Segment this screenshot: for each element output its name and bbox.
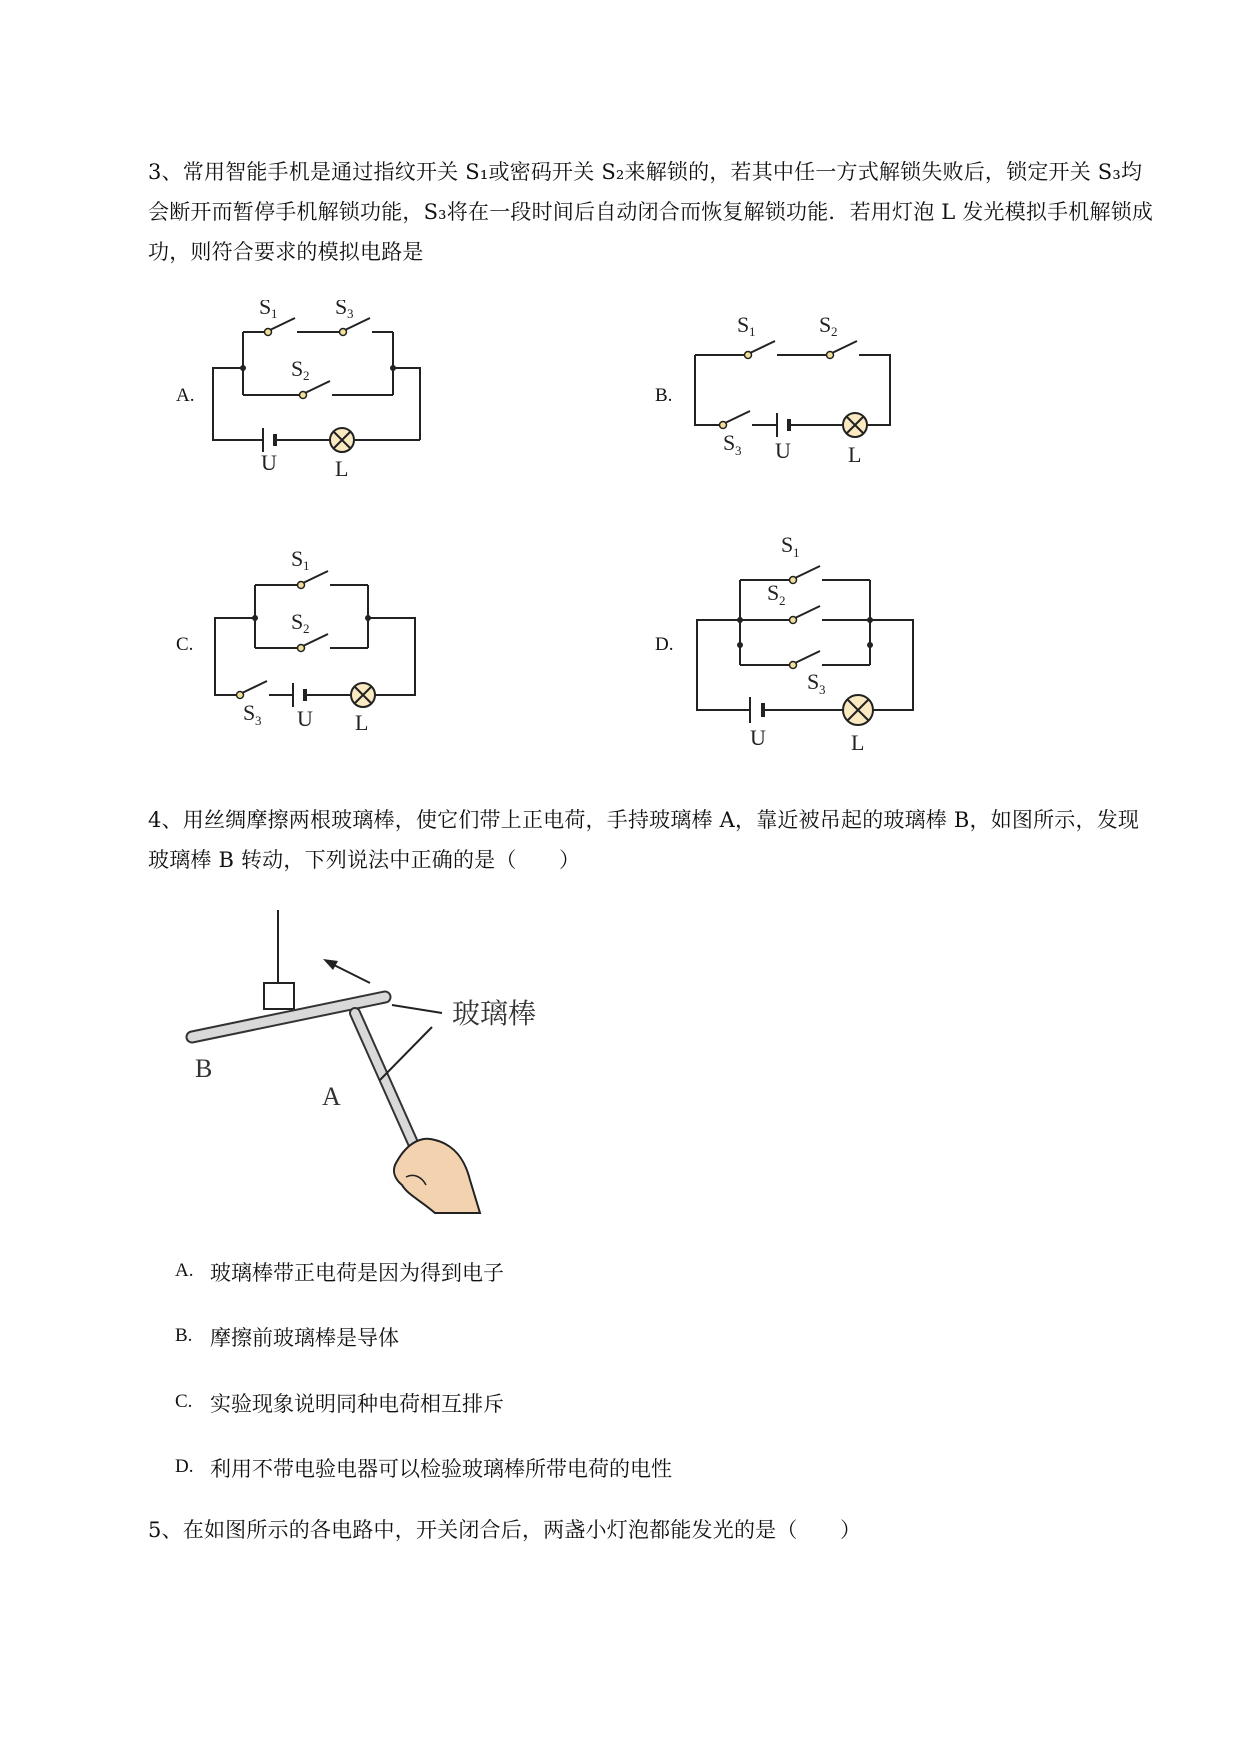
label-l: L xyxy=(335,456,349,480)
q3-option-d-label: D. xyxy=(655,634,674,655)
svg-text:2: 2 xyxy=(303,368,310,383)
label-u: U xyxy=(261,450,277,475)
label-s2: S xyxy=(767,580,780,605)
label-s2: S xyxy=(291,356,304,381)
label-l: L xyxy=(355,710,369,735)
glass-rod-figure xyxy=(180,895,580,1215)
q4-option-c-label: C. xyxy=(175,1391,193,1412)
label-s1: S xyxy=(291,546,304,571)
label-l: L xyxy=(848,442,862,467)
glass-rod-label: 玻璃棒 xyxy=(452,997,537,1030)
question-4-text: 4、用丝绸摩擦两根玻璃棒，使它们带上正电荷，手持玻璃棒 A，靠近被吊起的玻璃棒 B，如图所示，发现玻璃棒 B 转动，下列说法中正确的是（ ） xyxy=(148,808,1140,872)
q4-option-a-label: A. xyxy=(175,1260,194,1281)
label-s1: S xyxy=(781,532,794,557)
svg-text:1: 1 xyxy=(749,324,756,339)
svg-text:1: 1 xyxy=(303,558,310,573)
svg-text:3: 3 xyxy=(735,443,742,458)
rod-b-label: B xyxy=(195,1054,213,1083)
q3-option-a-label: A. xyxy=(176,385,195,406)
svg-text:1: 1 xyxy=(271,306,278,321)
label-l: L xyxy=(851,730,865,755)
label-s1: S xyxy=(737,312,750,337)
q4-option-a-text: 玻璃棒带正电荷是因为得到电子 xyxy=(210,1261,504,1285)
q4-option-b-text: 摩擦前玻璃棒是导体 xyxy=(210,1326,399,1350)
label-s1: S xyxy=(259,300,272,319)
label-u: U xyxy=(775,438,791,463)
q3-option-b-label: B. xyxy=(655,385,673,406)
label-u: U xyxy=(297,706,313,731)
circuit-diagram-b xyxy=(685,300,925,480)
q4-option-c-text: 实验现象说明同种电荷相互排斥 xyxy=(210,1392,504,1416)
svg-text:2: 2 xyxy=(831,324,838,339)
q4-option-d-text: 利用不带电验电器可以检验玻璃棒所带电荷的电性 xyxy=(210,1457,672,1481)
label-s2: S xyxy=(819,312,832,337)
svg-text:3: 3 xyxy=(347,306,354,321)
label-s2: S xyxy=(291,609,304,634)
q3-option-c-label: C. xyxy=(176,634,194,655)
svg-text:1: 1 xyxy=(793,545,800,560)
q4-option-d-label: D. xyxy=(175,1456,194,1477)
label-s3: S xyxy=(723,430,736,455)
label-s3: S xyxy=(807,669,820,694)
label-s3: S xyxy=(335,300,348,319)
svg-text:3: 3 xyxy=(819,682,826,697)
svg-text:2: 2 xyxy=(779,593,786,608)
rod-a-label: A xyxy=(322,1082,341,1111)
label-u: U xyxy=(750,725,766,750)
question-3-text: 3、常用智能手机是通过指纹开关 S₁或密码开关 S₂来解锁的，若其中任一方式解锁失败后，锁定开关 S₃均会断开而暂停手机解锁功能，S₃将在一段时间后自动闭合而恢复解锁功能．若用灯泡 L 发光模拟手机解锁成功，则符合要求的模拟电路是 xyxy=(148,160,1154,264)
svg-text:3: 3 xyxy=(255,713,262,728)
question-5-text: 5、在如图所示的各电路中，开关闭合后，两盏小灯泡都能发光的是（ ） xyxy=(148,1518,862,1542)
circuit-diagram-a xyxy=(205,300,445,480)
label-s3: S xyxy=(243,700,256,725)
circuit-diagram-c xyxy=(205,540,445,740)
circuit-diagram-d xyxy=(685,525,945,755)
svg-text:2: 2 xyxy=(303,621,310,636)
q4-option-b-label: B. xyxy=(175,1325,193,1346)
